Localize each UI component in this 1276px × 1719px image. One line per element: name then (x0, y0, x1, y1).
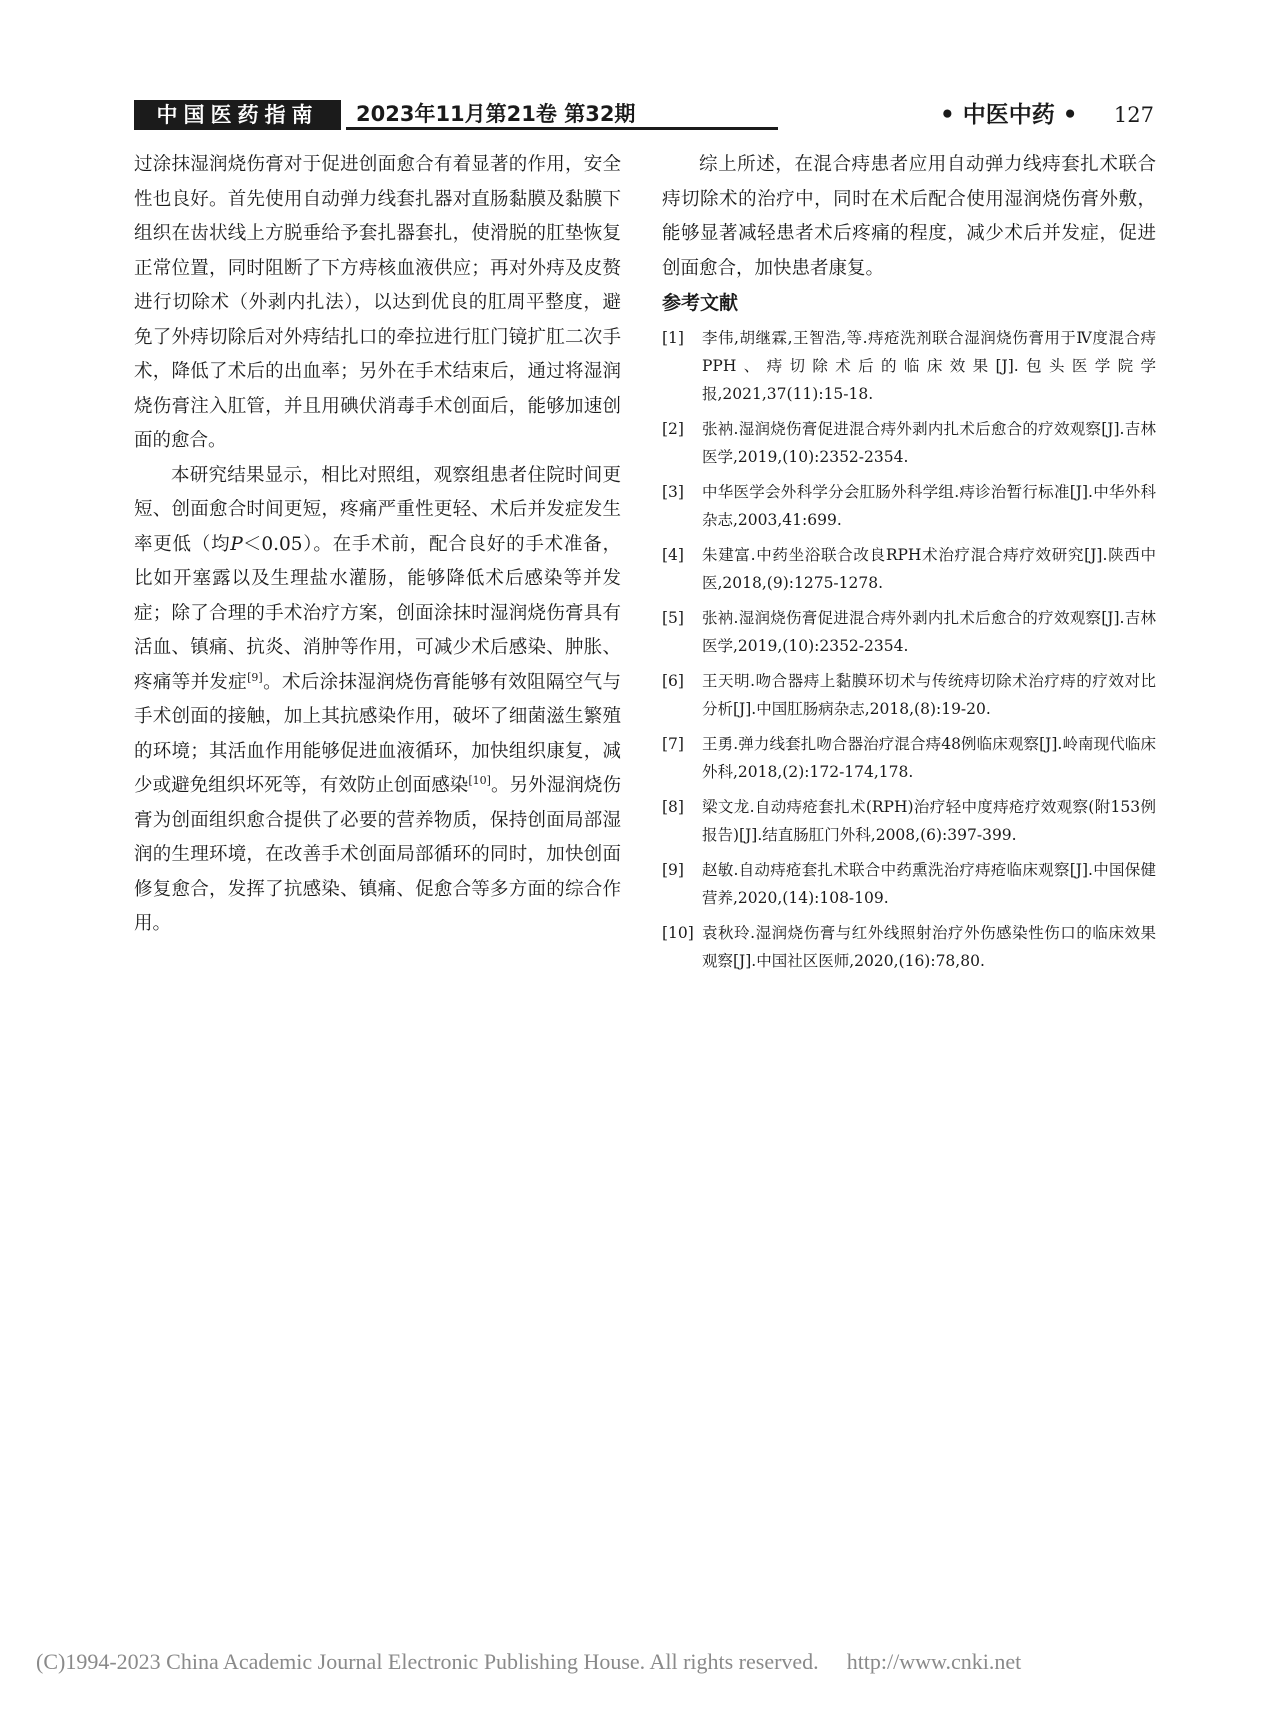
reference-number: [5] (662, 609, 684, 627)
reference-text: 赵敏.自动痔疮套扎术联合中药熏洗治疗痔疮临床观察[J].中国保健营养,2020,(14):108-109. (702, 861, 1156, 907)
reference-number: [4] (662, 546, 684, 564)
left-column (134, 148, 621, 942)
reference-number: [2] (662, 420, 684, 438)
citation-9: [9] (247, 670, 263, 684)
reference-item (662, 415, 1156, 471)
copyright-footer (36, 1649, 1156, 1675)
cnki-link[interactable]: http://www.cnki.net (846, 1649, 1022, 1674)
body-paragraph-2 (134, 459, 621, 942)
reference-item (662, 730, 1156, 786)
reference-number: [6] (662, 672, 684, 690)
reference-text: 王天明.吻合器痔上黏膜环切术与传统痔切除术治疗痔的疗效对比分析[J].中国肛肠病杂志,2018,(8):19-20. (702, 672, 1156, 718)
reference-text: 张衲.湿润烧伤膏促进混合痔外剥内扎术后愈合的疗效观察[J].吉林医学,2019,(10):2352-2354. (702, 609, 1156, 655)
copyright-text: (C)1994-2023 China Academic Journal Electronic Publishing House. All rights reserved. (36, 1649, 819, 1674)
reference-text: 中华医学会外科学分会肛肠外科学组.痔诊治暂行标准[J].中华外科杂志,2003,41:699. (702, 483, 1156, 529)
reference-item (662, 919, 1156, 975)
reference-text: 梁文龙.自动痔疮套扎术(RPH)治疗轻中度痔疮疗效观察(附153例报告)[J].结直肠肛门外科,2008,(6):397-399. (702, 798, 1156, 844)
paragraph-text: 。另外湿润烧伤膏为创面组织愈合提供了必要的营养物质，保持创面局部湿润的生理环境，在改善手术创面局部循环的同时，加快创面修复愈合，发挥了抗感染、镇痛、促愈合等多方面的综合作用。 (134, 775, 621, 934)
reference-text: 李伟,胡继霖,王智浩,等.痔疮洗剂联合湿润烧伤膏用于Ⅳ度混合痔PPH、痔切除术后的临床效果[J].包头医学院学报,2021,37(11):15-18. (702, 329, 1156, 403)
reference-text: 张衲.湿润烧伤膏促进混合痔外剥内扎术后愈合的疗效观察[J].吉林医学,2019,(10):2352-2354. (702, 420, 1156, 466)
body-paragraph-1: 过涂抹湿润烧伤膏对于促进创面愈合有着显著的作用，安全性也良好。首先使用自动弹力线套扎器对直肠黏膜及黏膜下组织在齿状线上方脱垂给予套扎器套扎，使滑脱的肛垫恢复正常位置，同时阻断了下方痔核血液供应；再对外痔及皮赘进行切除术（外剥内扎法），以达到优良的肛周平整度，避免了外痔切除后对外痔结扎口的牵拉进行肛门镜扩肛二次手术，降低了术后的出血率；另外在手术结束后，通过将湿润烧伤膏注入肛管，并且用碘伏消毒手术创面后，能够加速创面的愈合。 (134, 154, 621, 451)
reference-item (662, 324, 1156, 408)
reference-number: [8] (662, 798, 684, 816)
reference-list (662, 324, 1156, 975)
page-number: 127 (1113, 103, 1154, 127)
paragraph-text: 。术后涂抹湿润烧伤膏能够有效阻隔空气与手术创面的接触，加上其抗感染作用，破坏了细菌滋生繁殖的环境；其活血作用能够促进血液循环，加快组织康复，减少或避免组织坏死等，有效防止创面感染 (134, 671, 621, 796)
conclusion-paragraph: 综上所述，在混合痔患者应用自动弹力线痔套扎术联合痔切除术的治疗中，同时在术后配合使用湿润烧伤膏外敷，能够显著减轻患者术后疼痛的程度，减少术后并发症，促进创面愈合，加快患者康复。 (662, 154, 1156, 279)
section-title: • 中医中药 • (940, 102, 1078, 128)
reference-item (662, 793, 1156, 849)
paragraph-text: ＜0.05）。在手术前，配合良好的手术准备，比如开塞露以及生理盐水灌肠，能够降低术后感染等并发症；除了合理的手术治疗方案，创面涂抹时湿润烧伤膏具有活血、镇痛、抗炎、消肿等作用，可减少术后感染、肿胀、疼痛等并发症 (134, 533, 621, 693)
reference-text: 朱建富.中药坐浴联合改良RPH术治疗混合痔疗效研究[J].陕西中医,2018,(9):1275-1278. (702, 546, 1156, 592)
reference-number: [3] (662, 483, 684, 501)
citation-10: [10] (468, 773, 491, 787)
references-heading: 参考文献 (662, 292, 739, 314)
right-column (662, 148, 1156, 982)
reference-item (662, 856, 1156, 912)
reference-item (662, 604, 1156, 660)
reference-item (662, 541, 1156, 597)
p-value-symbol: P (230, 533, 243, 555)
reference-number: [9] (662, 861, 684, 879)
journal-name: 中国医药指南 (134, 100, 341, 130)
page-header (134, 100, 1154, 130)
reference-item (662, 667, 1156, 723)
reference-number: [10] (662, 924, 694, 942)
reference-text: 袁秋玲.湿润烧伤膏与红外线照射治疗外伤感染性伤口的临床效果观察[J].中国社区医师,2020,(16):78,80. (702, 924, 1156, 970)
paragraph-text: 本研究结果显示，相比对照组，观察组患者住院时间更短、创面愈合时间更短，疼痛严重性更轻、术后并发症发生率更低（均 (134, 464, 621, 555)
reference-text: 王勇.弹力线套扎吻合器治疗混合痔48例临床观察[J].岭南现代临床外科,2018,(2):172-174,178. (702, 735, 1156, 781)
issue-info: 2023年11月第21卷 第32期 (346, 100, 778, 130)
reference-item (662, 478, 1156, 534)
reference-number: [1] (662, 329, 684, 347)
reference-number: [7] (662, 735, 684, 753)
